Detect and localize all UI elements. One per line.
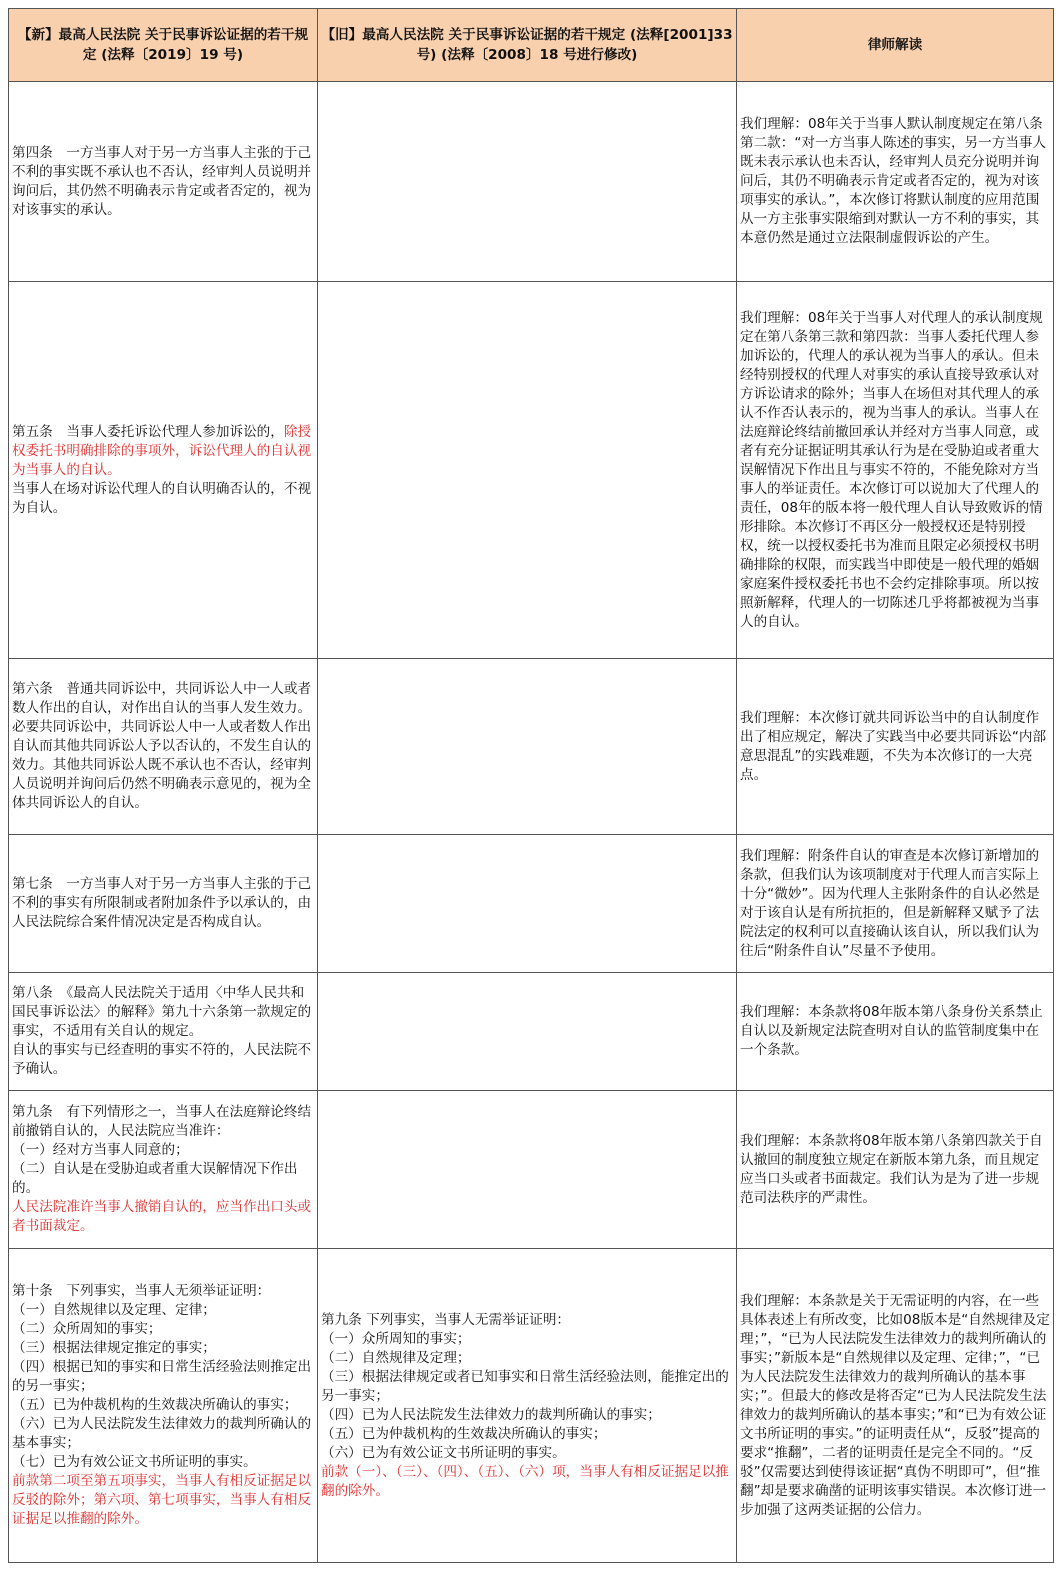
comparison-table: [8, 8, 1054, 1563]
header-row: [9, 9, 1054, 82]
cell-old-provision: [318, 1091, 737, 1249]
cell-old-provision: [318, 973, 737, 1091]
cell-old-provision: [318, 1249, 737, 1563]
cell-old-provision: [318, 82, 737, 282]
cell-new-provision: [9, 659, 318, 835]
cell-new-provision: [9, 282, 318, 659]
table-row: [9, 82, 1054, 282]
cell-lawyer-interpretation: 我们理解：08年关于当事人对代理人的承认制度规定在第八条第三款和第四款：当事人委托代理人参加诉讼的，代理人的承认视为当事人的承认。但未经特别授权的代理人对事实的承认直接导致承认对方诉讼请求的除外；当事人在场但对其代理人的承认不作否认表示的，视为当事人的承认。当事人在法庭辩论终结前撤回承认并经对方当事人同意，或者有充分证据证明其承认行为是在受胁迫或者重大误解情况下作出且与事实不符的，不能免除对方当事人的举证责任。本次修订可以说加大了代理人的责任，08年的版本将一般代理人自认导致败诉的情形排除。本次修订不再区分一般授权还是特别授权，统一以授权委托书为准而且限定必须授权书明确排除的权限，而实践当中即使是一般代理的婚姻家庭案件授权委托书也不会约定排除事项。所以按照新解释，代理人的一切陈述几乎将都被视为当事人的自认。: [737, 282, 1054, 659]
provision-text: 第八条 《最高人民法院关于适用〈中华人民共和国民事诉讼法〉的解释》第九十六条第一款规定的事实，不适用有关自认的规定。 自认的事实与已经查明的事实不符的，人民法院不予确认。: [12, 985, 312, 1077]
table-row: [9, 659, 1054, 835]
provision-text: 第七条 一方当事人对于另一方当事人主张的于己不利的事实有所限制或者附加条件予以承认的，由人民法院综合案件情况决定是否构成自认。: [12, 876, 312, 930]
table-row: [9, 973, 1054, 1091]
highlighted-change-text: 前款第二项至第五项事实，当事人有相反证据足以反驳的除外；第六项、第七项事实，当事人有相反证据足以推翻的除外。: [12, 1473, 312, 1527]
highlighted-change-text: 除授权委托书明确排除的事项外，诉讼代理人的自认视为当事人的自认。: [12, 423, 312, 478]
provision-text: 第十条 下列事实，当事人无须举证证明： （一）自然规律以及定理、定律； （二）众所周知的事实； （三）根据法律规定推定的事实； （四）根据已知的事实和日常生活经验法则推定出的另一事实； （五）已为仲裁机构的生效裁决所确认的事实； （六）已为人民法院发生法律效力的裁判所确认的基本事实； （七）已为有效公证文书所证明的事实。: [12, 1283, 312, 1470]
cell-new-provision: [9, 1249, 318, 1563]
cell-old-provision: [318, 659, 737, 835]
highlighted-change-text: 人民法院准许当事人撤销自认的，应当作出口头或者书面裁定。: [12, 1199, 312, 1234]
table-body: [9, 82, 1054, 1563]
cell-lawyer-interpretation: 我们理解：本条款将08年版本第八条身份关系禁止自认以及新规定法院查明对自认的监管制度集中在一个条款。: [737, 973, 1054, 1091]
header-lawyer: 律师解读: [737, 9, 1054, 82]
cell-lawyer-interpretation: 我们理解：附条件自认的审查是本次修订新增加的条款，但我们认为该项制度对于代理人而言实际上十分“微妙”。因为代理人主张附条件的自认必然是对于该自认是有所抗拒的，但是新解释又赋予了法院法定的权利可以直接确认该自认，所以我们认为往后“附条件自认”尽量不予使用。: [737, 835, 1054, 973]
table-row: [9, 1249, 1054, 1563]
provision-text: 第六条 普通共同诉讼中，共同诉讼人中一人或者数人作出的自认，对作出自认的当事人发生效力。 必要共同诉讼中，共同诉讼人中一人或者数人作出自认而其他共同诉讼人予以否认的，不发生自认的效力。其他共同诉讼人既不承认也不否认，经审判人员说明并询问后仍然不明确表示意见的，视为全体共同诉讼人的自认。: [12, 681, 312, 811]
cell-lawyer-interpretation: 我们理解：本条款是关于无需证明的内容，在一些具体表述上有所改变，比如08版本是“自然规律及定理；”，“已为人民法院发生法律效力的裁判所确认的事实；”新版本是“自然规律以及定理、定律；”，“已为人民法院发生法律效力的裁判所确认的基本事实；”。但最大的修改是将否定“已为人民法院发生法律效力的裁判所确认的基本事实；”和“已为有效公证文书所证明的事实。”的证明责任从“，反驳”提高的要求“推翻”，二者的证明责任是完全不同的。“反驳”仅需要达到使得该证据“真伪不明即可”，但“推翻”却是要求确凿的证明该事实错误。本次修订进一步加强了这两类证据的公信力。: [737, 1249, 1054, 1563]
provision-text: 第四条 一方当事人对于另一方当事人主张的于己不利的事实既不承认也不否认，经审判人员说明并询问后，其仍然不明确表示肯定或者否定的，视为对该事实的承认。: [12, 144, 312, 218]
cell-new-provision: [9, 973, 318, 1091]
provision-text: 第九条 有下列情形之一，当事人在法庭辩论终结前撤销自认的，人民法院应当准许： （一）经对方当事人同意的； （二）自认是在受胁迫或者重大误解情况下作出的。: [12, 1104, 312, 1196]
table-row: [9, 1091, 1054, 1249]
cell-lawyer-interpretation: 我们理解：本次修订就共同诉讼当中的自认制度作出了相应规定，解决了实践当中必要共同诉讼“内部意思混乱”的实践难题，不失为本次修订的一大亮点。: [737, 659, 1054, 835]
provision-text: 第五条 当事人委托诉讼代理人参加诉讼的，: [12, 423, 284, 440]
cell-old-provision: [318, 282, 737, 659]
header-new: 【新】最高人民法院 关于民事诉讼证据的若干规定 (法释〔2019〕19 号): [9, 9, 318, 82]
provision-text: 第九条 下列事实，当事人无需举证证明： （一）众所周知的事实； （二）自然规律及定理； （三）根据法律规定或者已知事实和日常生活经验法则，能推定出的另一事实； （四）已为人民法院发生法律效力的裁判所确认的事实； （五）已为仲裁机构的生效裁决所确认的事实； （六）已为有效公证文书所证明的事实。: [321, 1311, 729, 1461]
cell-new-provision: [9, 835, 318, 973]
cell-new-provision: [9, 82, 318, 282]
cell-new-provision: [9, 1091, 318, 1249]
cell-lawyer-interpretation: 我们理解：本条款将08年版本第八条第四款关于自认撤回的制度独立规定在新版本第九条，而且规定应当口头或者书面裁定。我们认为是为了进一步规范司法秩序的严肃性。: [737, 1091, 1054, 1249]
table-row: [9, 835, 1054, 973]
cell-lawyer-interpretation: 我们理解：08年关于当事人默认制度规定在第八条第二款：“对一方当事人陈述的事实，另一方当事人既未表示承认也未否认，经审判人员充分说明并询问后，其仍不明确表示肯定或者否定的，视为对该项事实的承认。”，本次修订将默认制度的应用范围从一方主张事实限缩到对默认一方不利的事实，其本意仍然是通过立法限制虚假诉讼的产生。: [737, 82, 1054, 282]
provision-text: 当事人在场对诉讼代理人的自认明确否认的，不视为自认。: [12, 480, 312, 516]
header-old: 【旧】最高人民法院 关于民事诉讼证据的若干规定 (法释[2001]33 号) (法释〔2008〕18 号进行修改): [318, 9, 737, 82]
table-row: [9, 282, 1054, 659]
highlighted-change-text: 前款（一）、（三）、（四）、（五）、（六）项，当事人有相反证据足以推翻的除外。: [321, 1463, 729, 1499]
cell-old-provision: [318, 835, 737, 973]
